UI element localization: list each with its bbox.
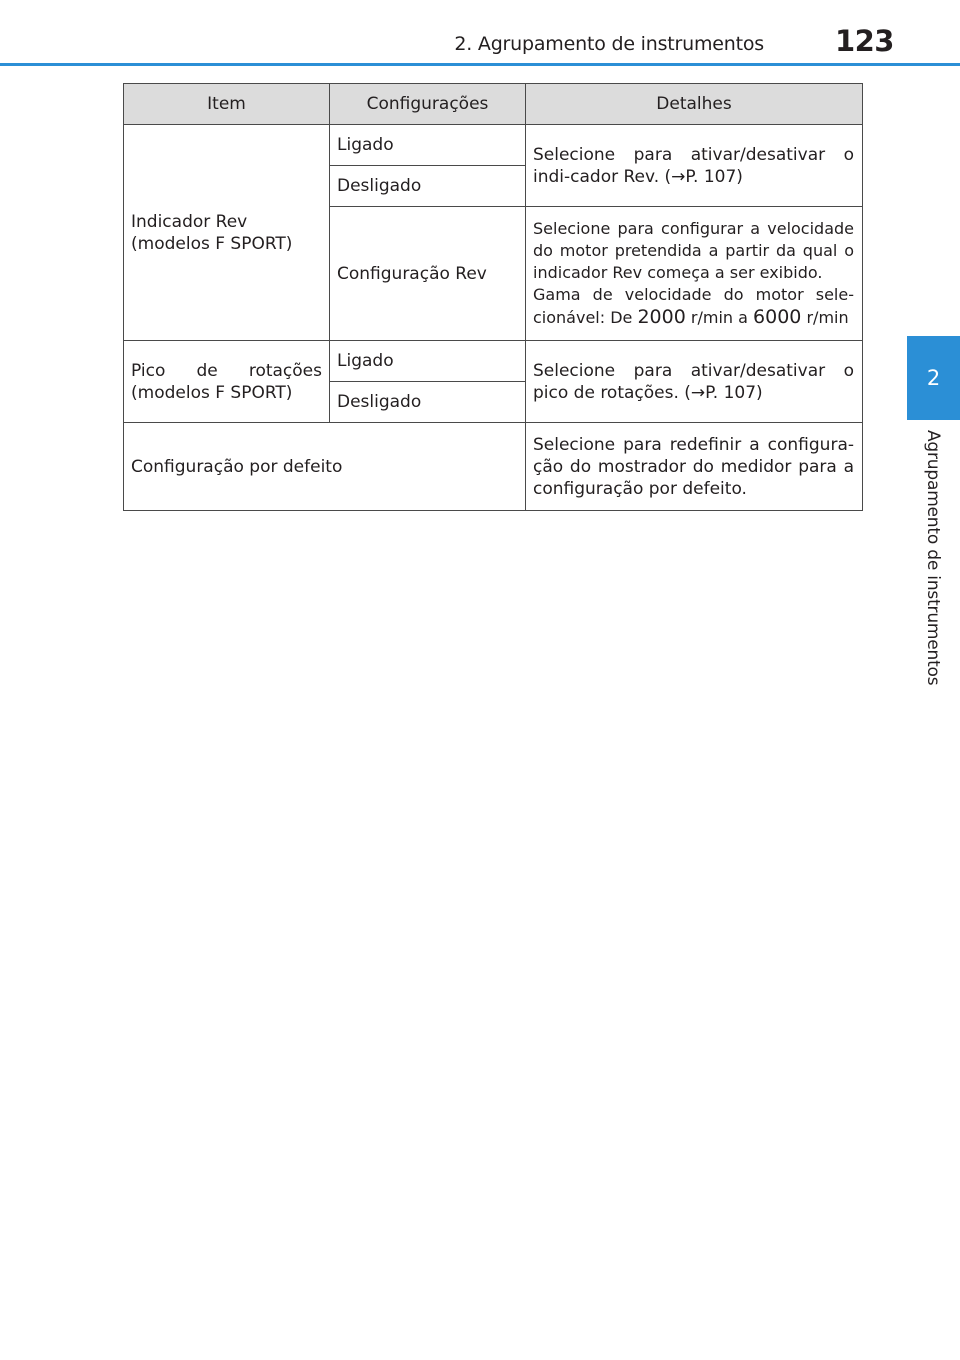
item-default-config: Configuração por defeito [124, 423, 526, 511]
setting-rev-off: Desligado [330, 166, 526, 207]
detail-default-config: Selecione para redefinir a configura-ção do mostrador do medidor para a configuração por defeito. [526, 423, 863, 511]
detail-rev-config [526, 207, 863, 341]
range-suffix: r/min [801, 308, 849, 327]
page-header [0, 0, 960, 66]
range-low-value: 2000 [637, 306, 686, 328]
column-header-details: Detalhes [526, 84, 863, 125]
setting-peak-on: Ligado [330, 341, 526, 382]
item-rev-indicator-name: Indicador Rev [131, 211, 248, 232]
range-high-value: 6000 [753, 306, 802, 328]
table-row [124, 341, 863, 382]
chapter-tab [907, 336, 960, 420]
range-mid: r/min a [685, 308, 754, 327]
table-row [124, 125, 863, 166]
settings-table [123, 83, 863, 511]
table-header-row [124, 84, 863, 125]
header-divider [0, 63, 960, 66]
detail-peak-toggle: Selecione para ativar/desativar o pico de rotações. (→P. 107) [526, 341, 863, 423]
detail-rev-range [533, 306, 854, 329]
page-number: 123 [834, 24, 894, 58]
detail-rev-config-line: do motor pretendida a partir da qual o [533, 241, 854, 260]
chapter-title: 2. Agrupamento de instrumentos [454, 33, 764, 55]
detail-rev-config-line: indicador Rev começa a ser exibido. [533, 263, 823, 282]
detail-rev-config-line: Selecione para configurar a velocidade [533, 219, 854, 238]
setting-rev-on: Ligado [330, 125, 526, 166]
column-header-item: Item [124, 84, 330, 125]
setting-rev-config: Configuração Rev [330, 207, 526, 341]
chapter-side-label-container [907, 430, 960, 710]
detail-rev-toggle: Selecione para ativar/desativar o indi-cador Rev. (→P. 107) [526, 125, 863, 207]
range-prefix: cionável: De [533, 308, 638, 327]
item-peak-rpm: Pico de rotações (modelos F SPORT) [124, 341, 330, 423]
chapter-side-label: Agrupamento de instrumentos [923, 430, 943, 686]
table-row [124, 423, 863, 511]
detail-rev-config-line: Gama de velocidade do motor sele- [533, 285, 854, 304]
chapter-tab-number: 2 [926, 366, 941, 390]
setting-peak-off: Desligado [330, 382, 526, 423]
item-rev-indicator-models: (modelos F SPORT) [131, 233, 293, 254]
item-rev-indicator [124, 125, 330, 341]
column-header-settings: Configurações [330, 84, 526, 125]
